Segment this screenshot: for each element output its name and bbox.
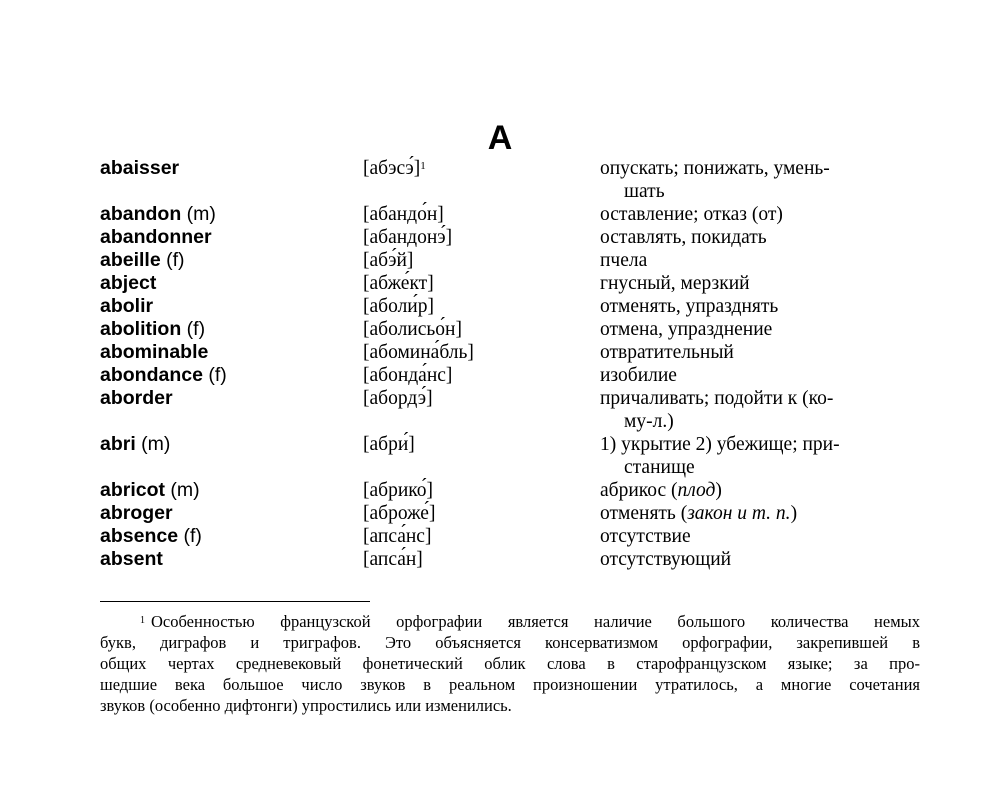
entry-row: [100, 433, 920, 479]
pronunciation: [абрико́]: [363, 480, 433, 501]
translation: [600, 387, 890, 433]
footnote: [100, 611, 920, 716]
headword-text: abject: [100, 272, 157, 294]
headword-text: abandon: [100, 203, 182, 225]
footnote-line: [100, 611, 920, 632]
pronunciation: [аболи́р]: [363, 296, 434, 317]
translation-line: абрикос (: [600, 480, 678, 501]
gender-mark: (f): [202, 364, 227, 386]
pronunciation: [аболисьо́н]: [363, 319, 462, 340]
headword-text: abondance: [100, 364, 203, 386]
headword-text: absent: [100, 548, 163, 570]
translation: отменять, упразднять: [600, 296, 779, 317]
footnote-line: букв, диграфов и триграфов. Это объясняется консерватизмом орфографии, закрепившей в: [100, 633, 920, 652]
translation: пчела: [600, 250, 648, 271]
pronunciation: [абонда́нс]: [363, 365, 453, 386]
headword-text: abricot: [100, 479, 166, 501]
translation: [600, 433, 890, 479]
translation-continuation: му-л.): [624, 411, 674, 432]
translation-continuation: шать: [624, 181, 665, 202]
translation-line: опускать; понижать, умень-: [600, 158, 830, 179]
headword: [100, 502, 173, 525]
pronunciation-text: [абэсэ́]: [363, 158, 421, 179]
pronunciation: [363, 157, 426, 180]
headword: [100, 203, 216, 226]
footnote-ref[interactable]: 1: [420, 160, 426, 172]
translation-close: ): [715, 480, 722, 501]
headword: [100, 226, 212, 249]
translation: отмена, упразднение: [600, 319, 773, 340]
pronunciation: [абордэ́]: [363, 388, 433, 409]
translation: гнусный, мерзкий: [600, 273, 750, 294]
translation: изобилие: [600, 365, 677, 386]
pronunciation: [апса́нс]: [363, 526, 432, 547]
headword: [100, 433, 170, 456]
footnote-text: Особенностью французской орфографии является наличие большого количества немых: [151, 612, 920, 631]
pronunciation: [аброже́]: [363, 503, 436, 524]
gender-mark: (m): [135, 433, 171, 455]
headword: [100, 341, 208, 364]
pronunciation: [абандонэ́]: [363, 227, 453, 248]
translation-line: 1) укрытие 2) убежище; при-: [600, 434, 840, 455]
pronunciation: [абэ́й]: [363, 250, 414, 271]
entry-list: [100, 157, 920, 571]
section-letter: A: [487, 119, 513, 157]
gender-mark: (f): [181, 318, 206, 340]
translation: отсутствие: [600, 526, 691, 547]
translation: отсутствующий: [600, 549, 732, 570]
translation-continuation: станище: [624, 457, 695, 478]
headword-text: aborder: [100, 387, 173, 409]
translation-gloss: плод: [677, 480, 716, 501]
entry-row: [100, 249, 920, 272]
translation-close: ): [790, 503, 798, 524]
pronunciation: [абандо́н]: [363, 204, 444, 225]
translation: оставление; отказ (от): [600, 204, 783, 225]
headword: [100, 157, 179, 180]
headword-text: abaisser: [100, 157, 180, 179]
translation-line: причаливать; подойти к (ко-: [600, 388, 834, 409]
translation-gloss: закон и т. п.: [687, 503, 791, 524]
gender-mark: (m): [181, 203, 216, 225]
headword: [100, 272, 156, 295]
entry-row: [100, 157, 920, 203]
headword: [100, 249, 185, 272]
headword: [100, 295, 153, 318]
footnote-mark: 1: [140, 615, 145, 626]
headword-text: abeille: [100, 249, 161, 271]
headword: [100, 479, 200, 502]
entry-row: [100, 203, 920, 226]
headword-text: abandonner: [100, 226, 212, 248]
translation: оставлять, покидать: [600, 227, 767, 248]
headword-text: abolition: [100, 318, 182, 340]
headword-text: absence: [100, 525, 179, 547]
entry-row: [100, 341, 920, 364]
entry-row: [100, 364, 920, 387]
translation-line: отменять (: [600, 503, 688, 524]
headword: [100, 525, 202, 548]
gender-mark: (f): [178, 525, 202, 547]
headword: [100, 387, 173, 410]
translation: [600, 502, 890, 525]
gender-mark: (f): [160, 249, 185, 271]
headword-text: abolir: [100, 295, 154, 317]
headword-text: abri: [100, 433, 136, 455]
headword: [100, 548, 163, 571]
entry-row: [100, 295, 920, 318]
footnote-line: звуков (особенно дифтонги) упростились или изменились.: [100, 696, 512, 715]
entry-row: [100, 226, 920, 249]
headword: [100, 318, 205, 341]
entry-row: [100, 479, 920, 502]
entry-row: [100, 318, 920, 341]
pronunciation: [апса́н]: [363, 549, 423, 570]
translation: отвратительный: [600, 342, 734, 363]
translation: [600, 157, 890, 203]
entry-row: [100, 502, 920, 525]
translation: [600, 479, 890, 502]
headword: [100, 364, 227, 387]
footnote-divider: [100, 601, 370, 602]
pronunciation: [абри́]: [363, 434, 415, 455]
entry-row: [100, 387, 920, 433]
pronunciation: [абже́кт]: [363, 273, 434, 294]
footnote-line: общих чертах средневековый фонетический облик слова в старофранцузском языке; за про-: [100, 654, 920, 673]
footnote-line: шедшие века большое число звуков в реальном произношении утратилось, а многие сочетания: [100, 675, 920, 694]
pronunciation: [абомина́бль]: [363, 342, 474, 363]
entry-row: [100, 272, 920, 295]
headword-text: abominable: [100, 341, 209, 363]
gender-mark: (m): [165, 479, 200, 501]
entry-row: [100, 548, 920, 571]
headword-text: abroger: [100, 502, 173, 524]
entry-row: [100, 525, 920, 548]
